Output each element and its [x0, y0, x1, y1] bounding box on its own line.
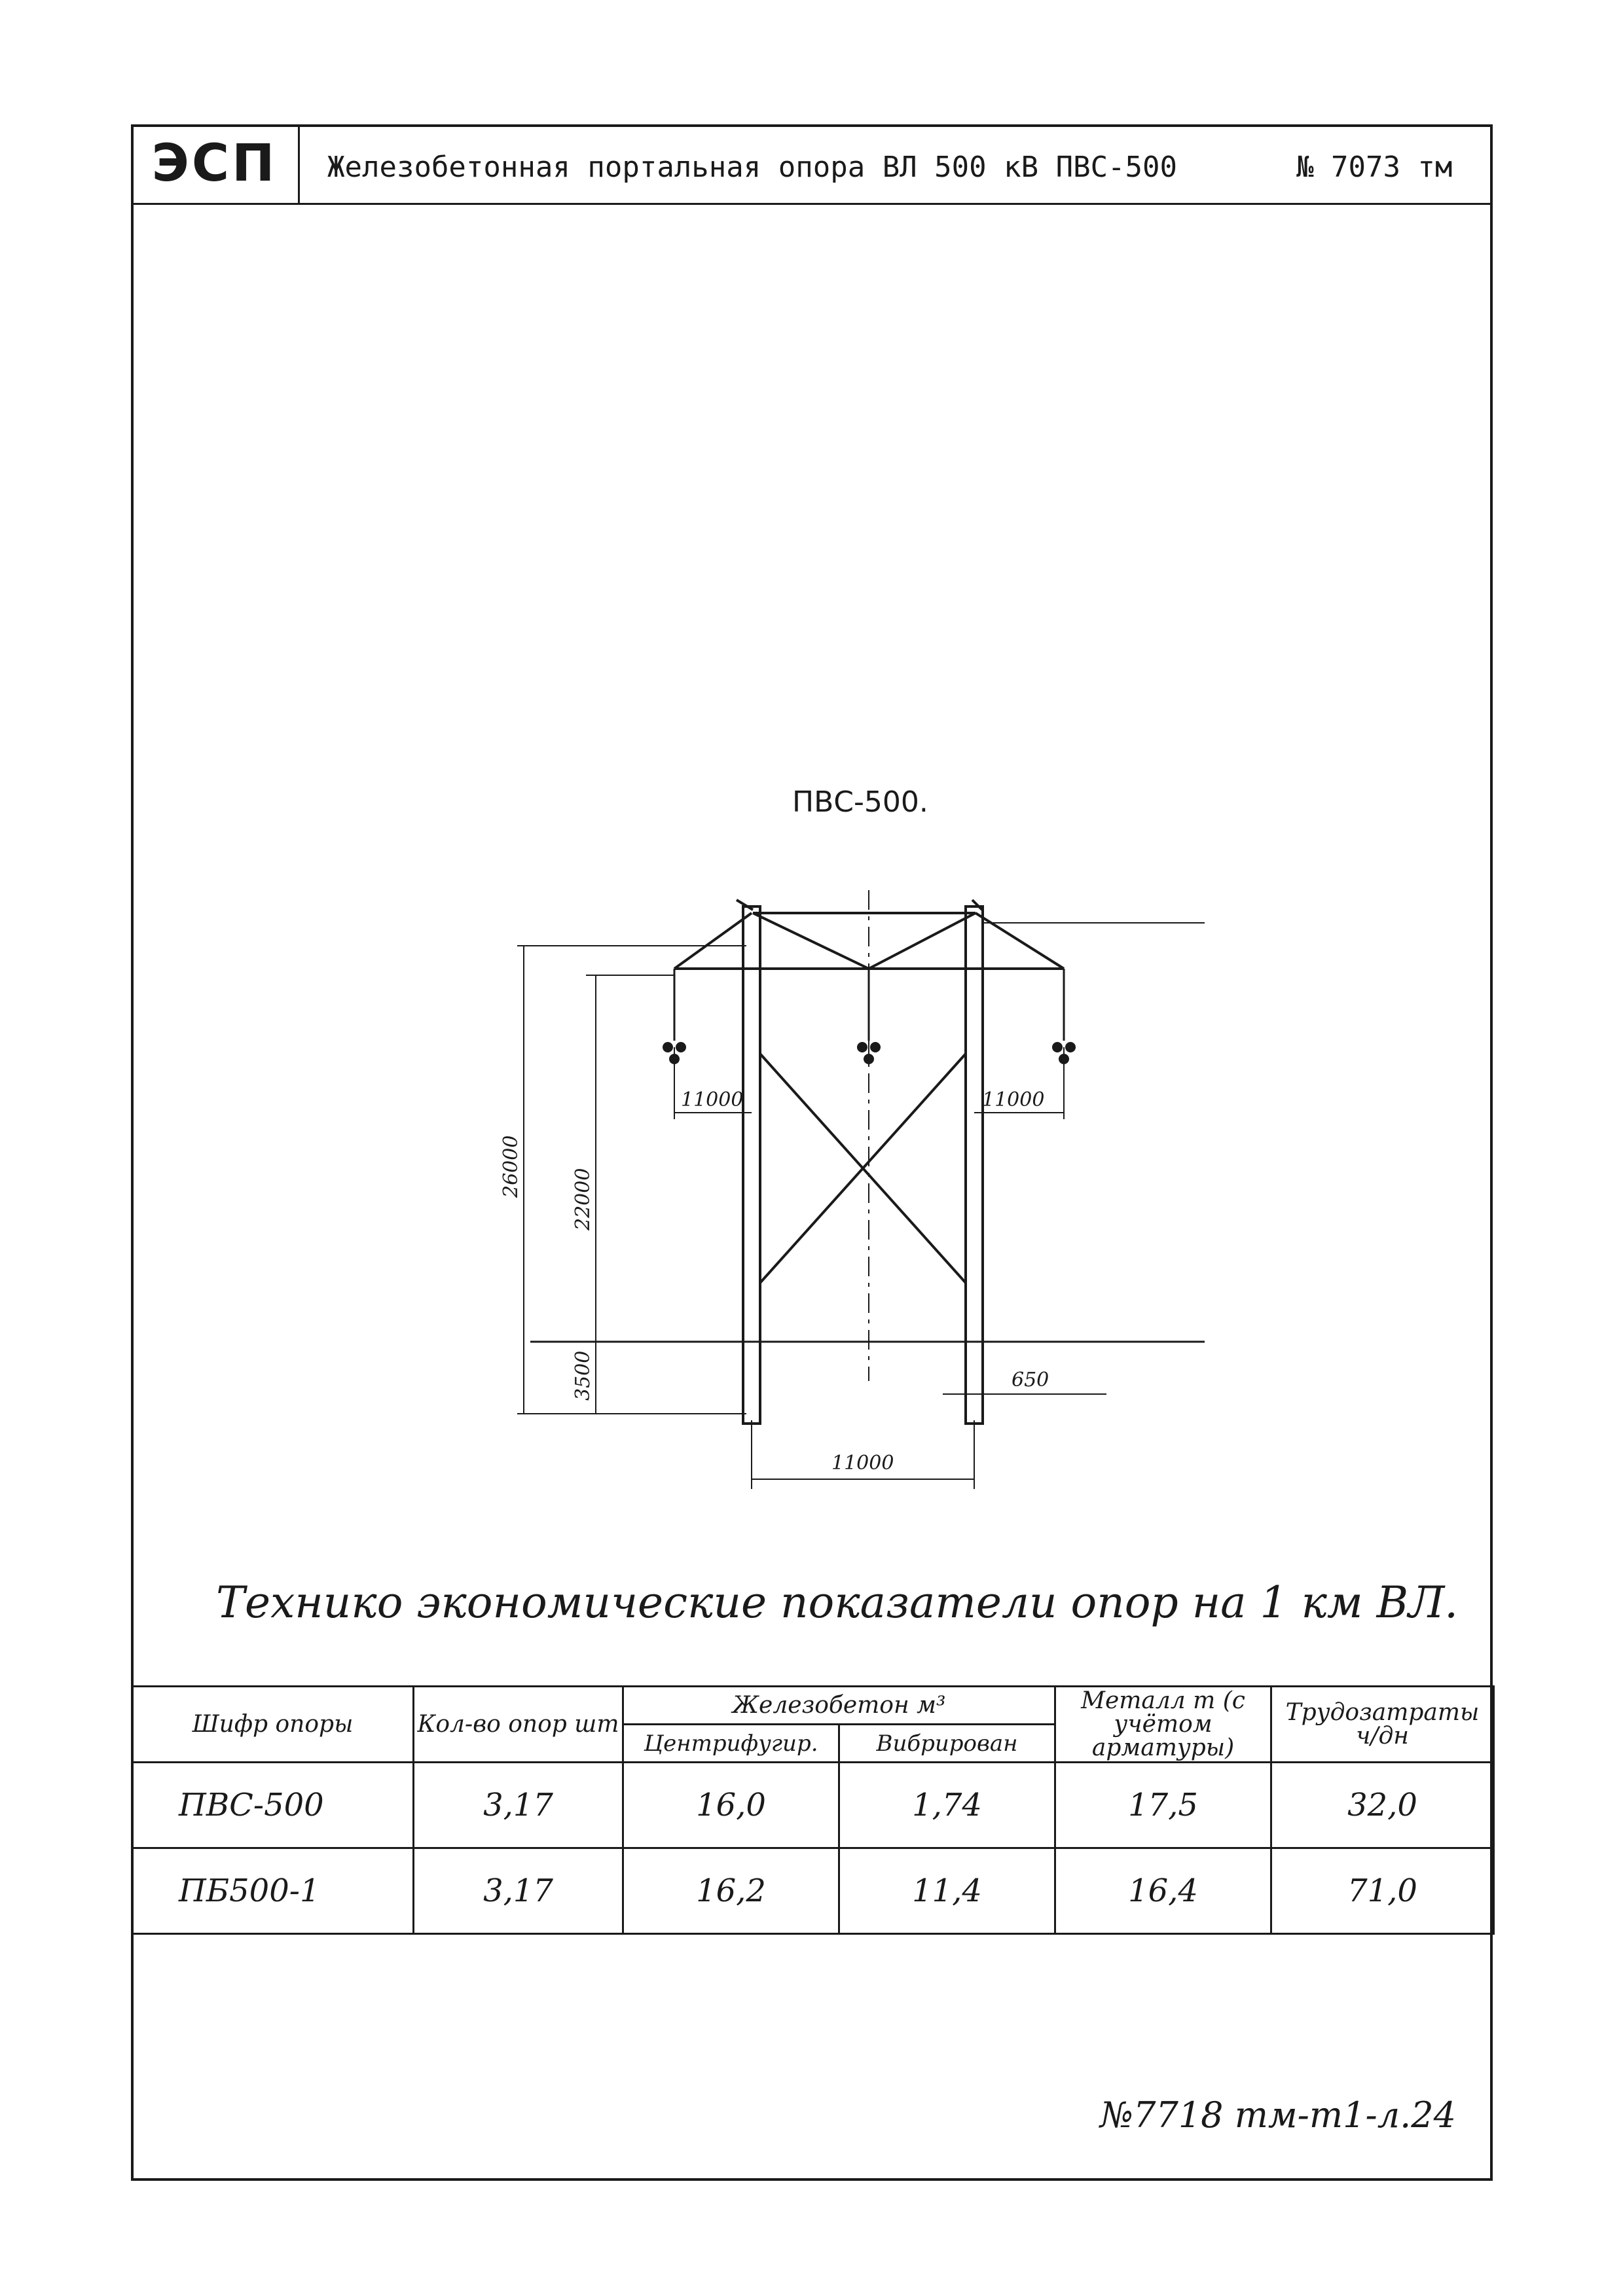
right-brace [976, 913, 1064, 969]
header-count: Кол-во опор шт [414, 1687, 623, 1763]
header-cipher: Шифр опоры [132, 1687, 414, 1763]
dim-3500-text: 3500 [572, 1350, 594, 1401]
cell-vibrated: 11,4 [839, 1848, 1055, 1934]
document-title: Железобетонная портальная опора ВЛ 500 кВ ПВС-500 [327, 150, 1178, 184]
drawing-label: ПВС-500. [792, 785, 928, 819]
header-vibrated: Вибрирован [839, 1725, 1055, 1763]
table-row [132, 1763, 1494, 1848]
section-heading: Технико экономические показатели опор на 1 км ВЛ. [216, 1577, 1459, 1628]
cell-centrifuged: 16,2 [623, 1848, 839, 1934]
cell-vibrated: 1,74 [839, 1763, 1055, 1848]
cell-labor: 32,0 [1271, 1763, 1494, 1848]
right-phase-bulb [1052, 1042, 1063, 1052]
center-phase-bulb [857, 1042, 867, 1052]
sheet-reference: №7718 тм-т1-л.24 [1100, 2094, 1456, 2136]
cell-labor: 71,0 [1271, 1848, 1494, 1934]
left-pole [743, 906, 760, 1424]
cell-count: 3,17 [414, 1848, 623, 1934]
header-metal: Металл т (с учётом арматуры) [1055, 1687, 1271, 1763]
document-number: № 7073 тм [1296, 150, 1453, 184]
company-logo: ЭСП [151, 134, 278, 193]
dim-left-offset-text: 11000 [681, 1088, 744, 1111]
cell-centrifuged: 16,0 [623, 1763, 839, 1848]
cell-cipher: ПВС-500 [132, 1763, 414, 1848]
dim-spacing-text: 11000 [831, 1452, 894, 1475]
right-peak-right [972, 900, 982, 910]
v-truss-left [753, 913, 869, 969]
v-truss-right [869, 913, 976, 969]
table-row [132, 1848, 1494, 1934]
header-concrete: Железобетон м³ [623, 1687, 1055, 1725]
left-brace [674, 913, 752, 969]
dim-22000-text: 22000 [572, 1168, 594, 1230]
dim-650-text: 650 [1012, 1369, 1049, 1391]
right-pole [966, 906, 983, 1424]
cell-count: 3,17 [414, 1763, 623, 1848]
dim-26000-text: 26000 [500, 1135, 522, 1198]
header-labor: Трудозатраты ч/дн [1271, 1687, 1494, 1763]
header-centrifuged: Центрифугир. [623, 1725, 839, 1763]
left-peak-left [737, 900, 753, 910]
cell-metal: 16,4 [1055, 1848, 1271, 1934]
indicators-table [131, 1685, 1495, 1935]
cell-metal: 17,5 [1055, 1763, 1271, 1848]
left-phase-bulb [663, 1042, 673, 1052]
cell-cipher: ПБ500-1 [132, 1848, 414, 1934]
table-header-row [132, 1687, 1494, 1725]
dim-right-offset-text: 11000 [982, 1088, 1045, 1111]
